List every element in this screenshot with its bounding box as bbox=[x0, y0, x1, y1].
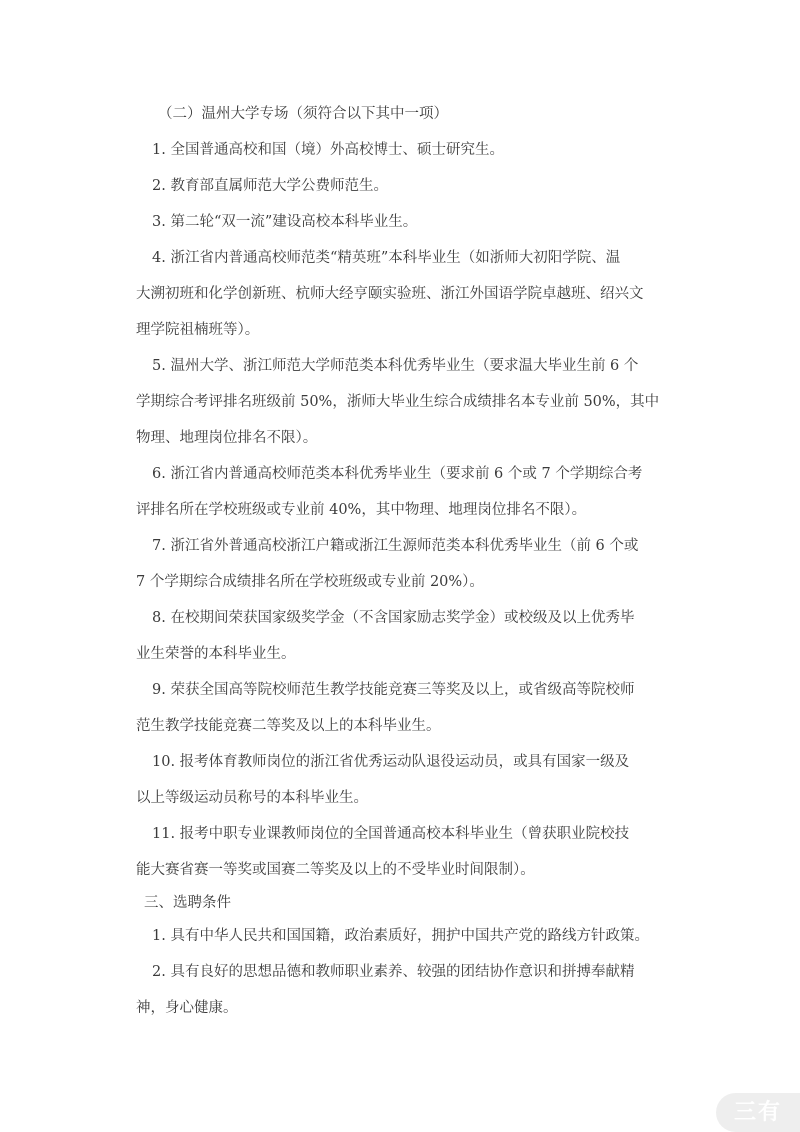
text-line: 3. 第二轮“双一流”建设高校本科毕业生。 bbox=[152, 214, 418, 230]
section-heading: （二）温州大学专场（须符合以下其中一项） bbox=[158, 106, 448, 122]
list-item bbox=[136, 240, 684, 348]
text-line: 2. 具有良好的思想品德和教师职业素养、较强的团结协作意识和拼搏奉献精 bbox=[152, 964, 635, 980]
text-line: 6. 浙江省内普通高校师范类本科优秀毕业生（要求前 6 个或 7 个学期综合考 bbox=[152, 466, 643, 482]
text-line: 理学院祖楠班等）。 bbox=[136, 322, 260, 338]
list-item bbox=[136, 816, 684, 888]
text-line: 神，身心健康。 bbox=[136, 1000, 238, 1016]
text-line: 学期综合考评排名班级前 50%，浙师大毕业生综合成绩排名本专业前 50%，其中 bbox=[136, 394, 660, 410]
text-line: 1. 全国普通高校和国（境）外高校博士、硕士研究生。 bbox=[152, 142, 504, 158]
list-item bbox=[136, 348, 684, 456]
text-line: 1. 具有中华人民共和国国籍，政治素质好，拥护中国共产党的路线方针政策。 bbox=[152, 928, 649, 944]
text-line: 7 个学期综合成绩排名所在学校班级或专业前 20%）。 bbox=[136, 574, 484, 590]
list-item bbox=[136, 918, 684, 954]
list-item bbox=[136, 954, 684, 1026]
text-line: 大溯初班和化学创新班、杭师大经亨颐实验班、浙江外国语学院卓越班、绍兴文 bbox=[136, 286, 644, 302]
section-title: 三、选聘条件 bbox=[144, 895, 231, 911]
text-line: 9. 荣获全国高等院校师范生教学技能竞赛三等奖及以上，或省级高等院校师 bbox=[152, 682, 635, 698]
list-item bbox=[136, 168, 684, 204]
text-line: 10. 报考体育教师岗位的浙江省优秀运动队退役运动员，或具有国家一级及 bbox=[152, 754, 630, 770]
criteria-list bbox=[136, 132, 684, 888]
text-line: 以上等级运动员称号的本科毕业生。 bbox=[136, 790, 368, 806]
text-line: 5. 温州大学、浙江师范大学师范类本科优秀毕业生（要求温大毕业生前 6 个 bbox=[152, 358, 639, 374]
text-line: 4. 浙江省内普通高校师范类“精英班”本科毕业生（如浙师大初阳学院、温 bbox=[152, 250, 621, 266]
text-line: 范生教学技能竞赛二等奖及以上的本科毕业生。 bbox=[136, 718, 441, 734]
text-line: 2. 教育部直属师范大学公费师范生。 bbox=[152, 178, 388, 194]
list-item bbox=[136, 528, 684, 600]
text-line: 物理、地理岗位排名不限）。 bbox=[136, 430, 318, 446]
text-line: 8. 在校期间荣获国家级奖学金（不含国家励志奖学金）或校级及以上优秀毕 bbox=[152, 610, 635, 626]
text-line: 能大赛省赛一等奖或国赛二等奖及以上的不受毕业时间限制）。 bbox=[136, 862, 535, 878]
text-line: 7. 浙江省外普通高校浙江户籍或浙江生源师范类本科优秀毕业生（前 6 个或 bbox=[152, 538, 639, 554]
requirements-list bbox=[136, 918, 684, 1026]
text-line: 11. 报考中职专业课教师岗位的全国普通高校本科毕业生（曾获职业院校技 bbox=[152, 826, 630, 842]
list-item bbox=[136, 744, 684, 816]
text-line: 业生荣誉的本科毕业生。 bbox=[136, 646, 296, 662]
document-body bbox=[136, 96, 684, 1026]
text-line: 评排名所在学校班级或专业前 40%，其中物理、地理岗位排名不限）。 bbox=[136, 502, 587, 518]
list-item bbox=[136, 600, 684, 672]
list-item bbox=[136, 672, 684, 744]
list-item bbox=[136, 132, 684, 168]
list-item bbox=[136, 204, 684, 240]
watermark-logo: 三有 bbox=[716, 1093, 800, 1132]
list-item bbox=[136, 456, 684, 528]
